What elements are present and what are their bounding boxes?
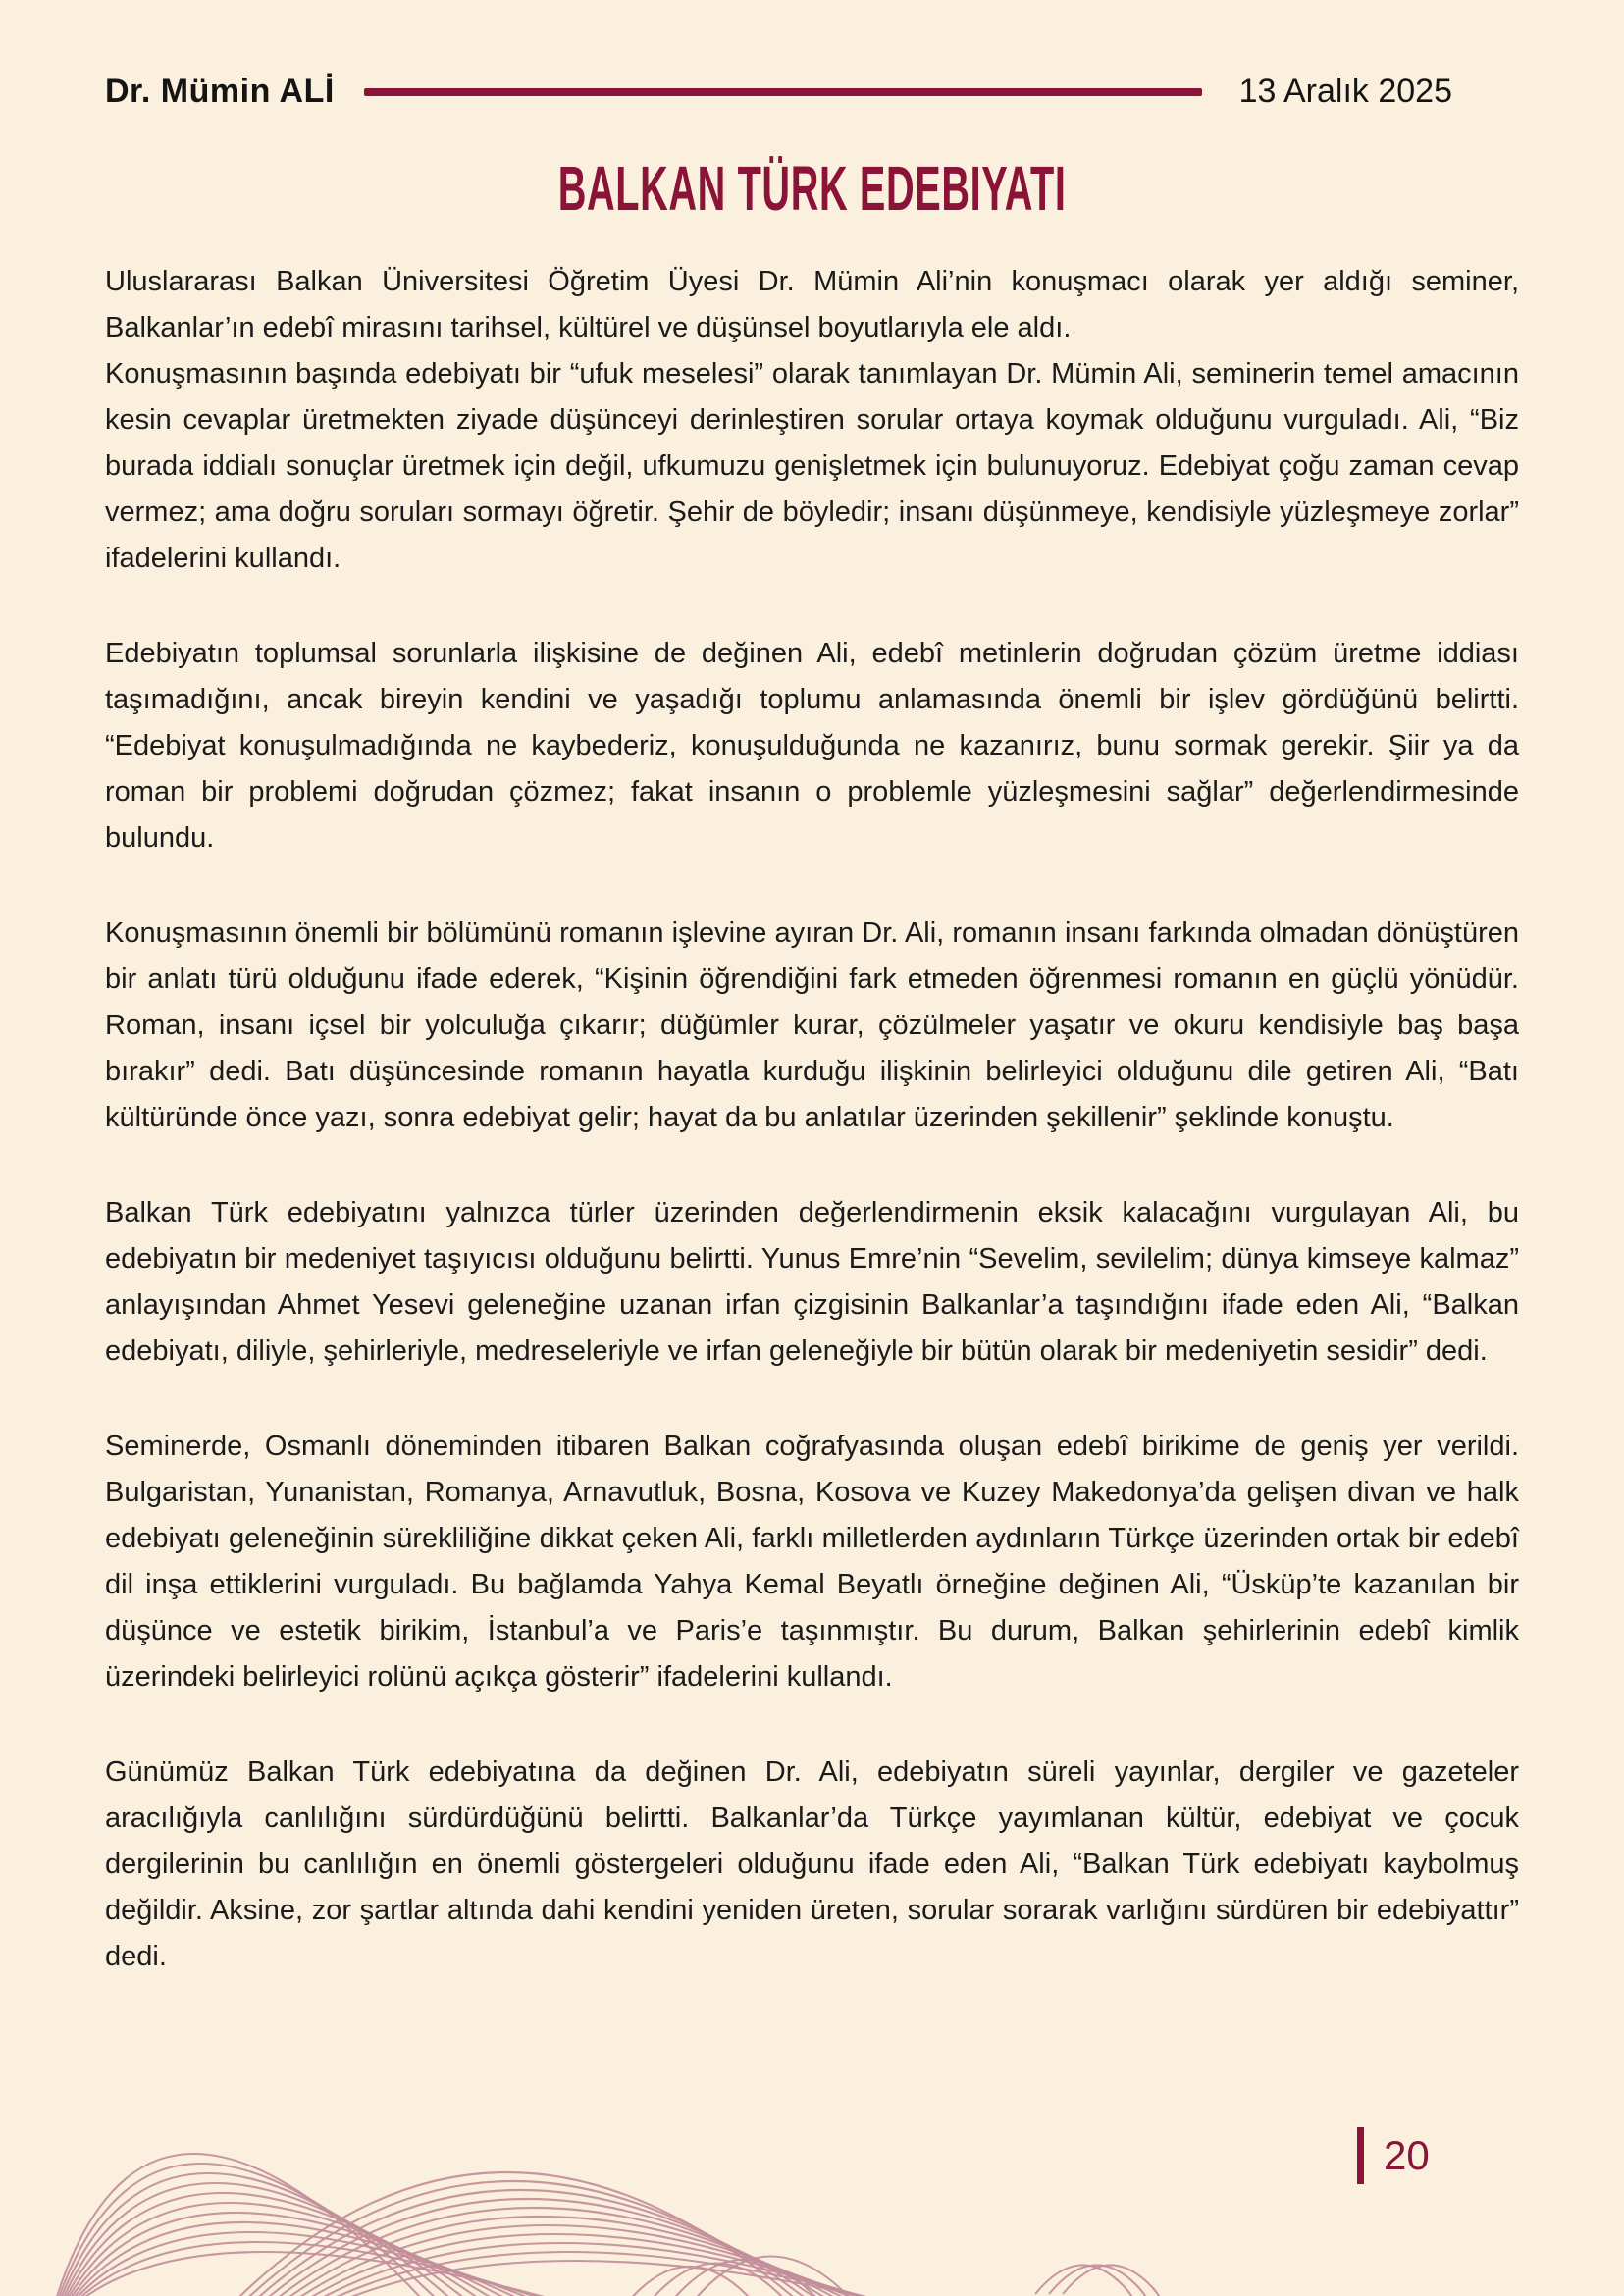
page-footer xyxy=(1357,2127,1430,2184)
paragraph: Seminerde, Osmanlı döneminden itibaren Balkan coğrafyasında oluşan edebî birikime de geniş yer verildi. Bulgaristan, Yunanistan, Romanya, Arnavutluk, Bosna, Kosova ve Kuzey Makedonya’da gelişen divan ve halk edebiyatı geleneğinin sürekliliğine dikkat çeken Ali, farklı milletlerden aydınların Türkçe üzerinden ortak bir edebî dil inşa ettiklerini vurguladı. Bu bağlamda Yahya Kemal Beyatlı örneğine değinen Ali, “Üsküp’te kazanılan bir düşünce ve estetik birikim, İstanbul’a ve Paris’e taşınmıştır. Bu durum, Balkan şehirlerinin edebî kimlik üzerindeki belirleyici rolünü açıkça gösterir” ifadelerini kullandı. xyxy=(105,1431,1519,1694)
paragraph: Günümüz Balkan Türk edebiyatına da değinen Dr. Ali, edebiyatın süreli yayınlar, dergiler ve gazeteler aracılığıyla canlılığını sürdürdüğünü belirtti. Balkanlar’da Türkçe yayımlanan kültür, edebiyat ve çocuk dergilerinin bu canlılığın en önemli göstergeleri olduğunu ifade eden Ali, “Balkan Türk edebiyatı kaybolmuş değildir. Aksine, zor şartlar altında dahi kendini yeniden üreten, sorular sorarak varlığını sürdüren bir edebiyattır” dedi. xyxy=(105,1756,1519,1973)
page-number-bar xyxy=(1357,2127,1364,2184)
issue-date: 13 Aralık 2025 xyxy=(1238,73,1452,110)
page-number: 20 xyxy=(1384,2132,1430,2178)
page-title-text: BALKAN TÜRK EDEBIYATI xyxy=(557,153,1067,224)
page-title xyxy=(0,153,1624,224)
page-header xyxy=(105,73,1452,111)
paragraph: Konuşmasının önemli bir bölümünü romanın işlevine ayıran Dr. Ali, romanın insanı farkında olmadan dönüştüren bir anlatı türü olduğunu ifade ederek, “Kişinin öğrendiğini fark etmeden öğrenmesi romanın en güçlü yönüdür. Roman, insanı içsel bir yolculuğa çıkarır; düğümler kurar, çözülmeler yaşatır ve okuru kendisiyle baş başa bırakır” dedi. Batı düşüncesinde romanın hayatla kurduğu ilişkinin belirleyici olduğunu dile getiren Ali, “Batı kültüründe önce yazı, sonra edebiyat gelir; hayat da bu anlatılar üzerinden şekillenir” şeklinde konuştu. xyxy=(105,917,1519,1134)
paragraph: Balkan Türk edebiyatını yalnızca türler üzerinden değerlendirmenin eksik kalacağını vurgulayan Ali, bu edebiyatın bir medeniyet taşıyıcısı olduğunu belirtti. Yunus Emre’nin “Sevelim, sevilelim; dünya kimseye kalmaz” anlayışından Ahmet Yesevi geleneğine uzanan irfan çizgisinin Balkanlar’a taşındığını ifade eden Ali, “Balkan edebiyatı, diliyle, şehirleriyle, medreseleriyle ve irfan geleneğiyle bir bütün olarak bir medeniyetin sesidir” dedi. xyxy=(105,1197,1519,1368)
guilloche-pattern xyxy=(0,2147,1246,2296)
paragraph: Edebiyatın toplumsal sorunlarla ilişkisine de değinen Ali, edebî metinlerin doğrudan çözüm üretme iddiası taşımadığını, ancak bireyin kendini ve yaşadığı toplumu anlamasında önemli bir işlev gördüğünü belirtti. “Edebiyat konuşulmadığında ne kaybederiz, konuşulduğunda ne kazanırız, bunu sormak gerekir. Şiir ya da roman bir problemi doğrudan çözmez; fakat insanın o problemle yüzleşmesini sağlar” değerlendirmesinde bulundu. xyxy=(105,638,1519,855)
article-body xyxy=(105,259,1519,1980)
header-rule xyxy=(364,88,1202,96)
author-name: Dr. Mümin ALİ xyxy=(105,73,335,110)
paragraph: Konuşmasının başında edebiyatı bir “ufuk meselesi” olarak tanımlayan Dr. Mümin Ali, seminerin temel amacının kesin cevaplar üretmekten ziyade düşünceyi derinleştiren sorular ortaya koymak olduğunu vurguladı. Ali, “Biz burada iddialı sonuçlar üretmek için değil, ufkumuzu genişletmek için bulunuyoruz. Edebiyat çoğu zaman cevap vermez; ama doğru soruları sormayı öğretir. Şehir de böyledir; insanı düşünmeye, kendisiyle yüzleşmeye zorlar” ifadelerini kullandı. xyxy=(105,358,1519,575)
paragraph: Uluslararası Balkan Üniversitesi Öğretim Üyesi Dr. Mümin Ali’nin konuşmacı olarak yer aldığı seminer, Balkanlar’ın edebî mirasını tarihsel, kültürel ve düşünsel boyutlarıyla ele aldı. xyxy=(105,266,1519,344)
